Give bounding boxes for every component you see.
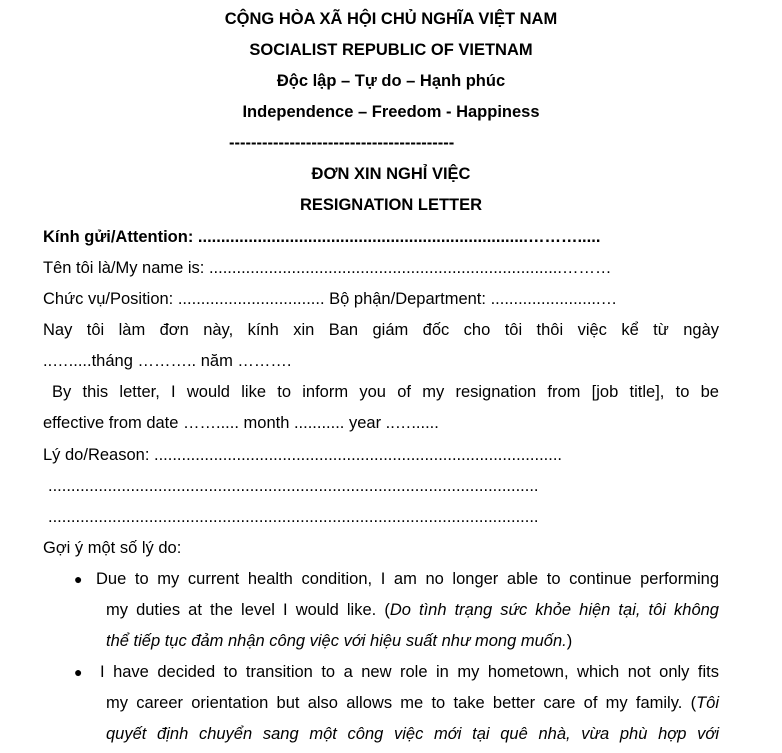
reason-field: Lý do/Reason: ......................................................................................... bbox=[43, 446, 562, 464]
bullet-2-icon: ● bbox=[74, 664, 83, 680]
suggestion-1-line-3-plain: ) bbox=[566, 632, 573, 650]
country-name-en: SOCIALIST REPUBLIC OF VIETNAM bbox=[249, 41, 533, 59]
reason-blank-line-1: ........................................................................................................... bbox=[48, 477, 539, 495]
header-divider: ----------------------------------------- bbox=[229, 134, 455, 152]
position-department-field: Chức vụ/Position: ................................ Bộ phận/Department: ........................… bbox=[43, 290, 618, 308]
country-name-vi: CỘNG HÒA XÃ HỘI CHỦ NGHĨA VIỆT NAM bbox=[224, 10, 558, 28]
suggestion-1-line-3 bbox=[106, 631, 572, 651]
request-paragraph-line-2: ..….....tháng ……….. năm ………. bbox=[43, 352, 292, 370]
document-title-vi: ĐƠN XIN NGHỈ VIỆC bbox=[311, 165, 471, 183]
request-paragraph-line-1: Nay tôi làm đơn này, kính xin Ban giám đốc cho tôi thôi việc kể từ ngày bbox=[43, 321, 719, 339]
suggestion-2-line-2-italic: Tôi bbox=[696, 694, 719, 712]
suggestion-1-line-2 bbox=[106, 600, 719, 620]
english-paragraph-line-2: effective from date ……..... month ........... year ..…...... bbox=[43, 414, 439, 432]
reason-blank-line-2: ........................................................................................................... bbox=[48, 508, 539, 526]
suggestion-1-line-2-plain: my duties at the level I would like. ( bbox=[106, 601, 390, 619]
name-field: Tên tôi là/My name is: .............................................................................……… bbox=[43, 259, 612, 277]
suggestion-2-line-3: quyết định chuyển sang một công việc mới tại quê nhà, vừa phù hợp với bbox=[106, 725, 719, 743]
suggestions-heading: Gợi ý một số lý do: bbox=[43, 539, 182, 557]
suggestion-2-line-2 bbox=[106, 693, 719, 713]
document-title-en: RESIGNATION LETTER bbox=[299, 196, 483, 214]
suggestion-1-line-3-italic: thể tiếp tục đảm nhận công việc với hiệu suất như mong muốn. bbox=[106, 632, 567, 650]
motto-en: Independence – Freedom - Happiness bbox=[242, 103, 540, 121]
suggestion-2-line-1: I have decided to transition to a new role in my hometown, which not only fits bbox=[100, 663, 719, 681]
bullet-1-icon: ● bbox=[74, 571, 83, 587]
suggestion-1-line-1: Due to my current health condition, I am no longer able to continue performing bbox=[96, 570, 719, 588]
motto-vi: Độc lập – Tự do – Hạnh phúc bbox=[276, 72, 506, 90]
suggestion-2-line-2-plain: my career orientation but also allows me to take better care of my family. ( bbox=[106, 694, 697, 712]
suggestion-1-line-2-italic: Do tình trạng sức khỏe hiện tại, tôi không bbox=[389, 601, 719, 619]
english-paragraph-line-1: By this letter, I would like to inform you of my resignation from [job title], to be bbox=[52, 383, 719, 401]
attention-field: Kính gửi/Attention: ........................................................................………..... bbox=[43, 228, 601, 246]
